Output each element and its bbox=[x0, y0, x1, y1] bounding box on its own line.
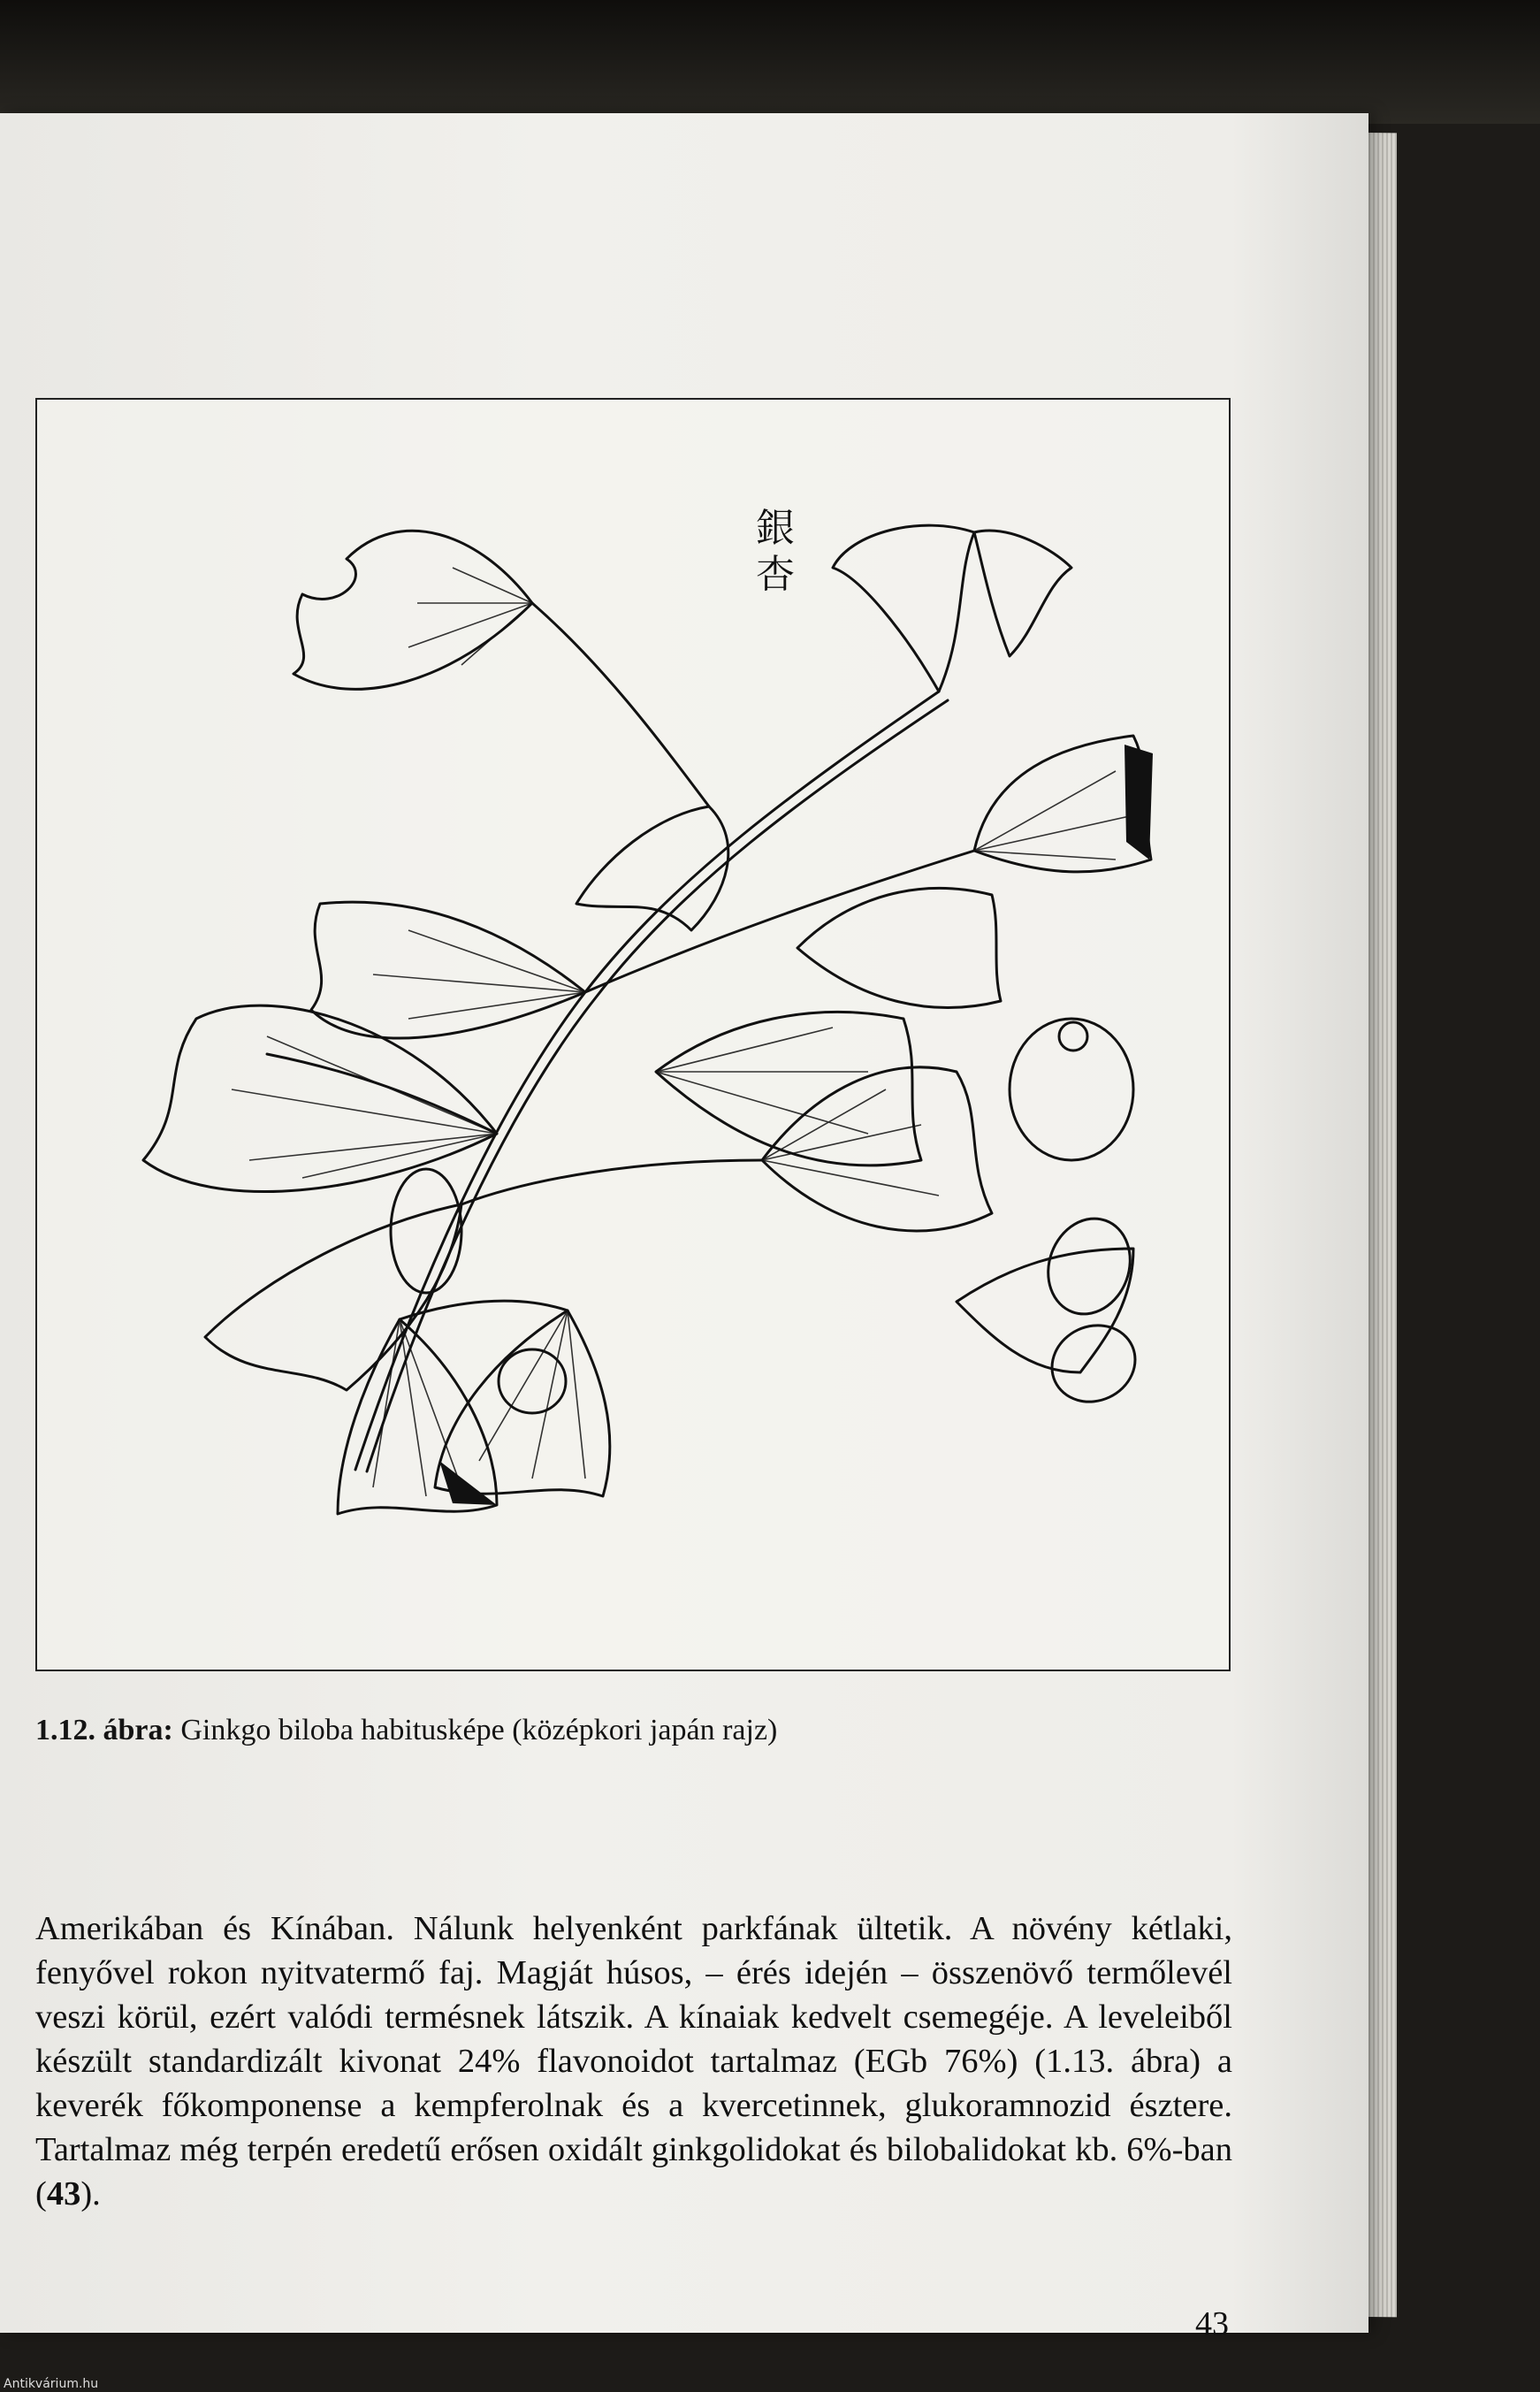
ginkgo-illustration bbox=[37, 400, 1232, 1673]
ginkgo-fruit-small bbox=[391, 1169, 461, 1293]
kanji-label: 銀杏 bbox=[756, 506, 795, 597]
ginkgo-seed bbox=[1040, 1312, 1148, 1416]
leaf bbox=[338, 1319, 497, 1514]
leaf bbox=[957, 1249, 1133, 1372]
leaf bbox=[762, 1067, 992, 1231]
figure-frame bbox=[35, 398, 1231, 1671]
paragraph-end: ). bbox=[80, 2175, 101, 2212]
watermark: Antikvárium.hu bbox=[4, 2377, 99, 2391]
branch-lower bbox=[461, 1160, 762, 1204]
caption-text: Ginkgo biloba habitusképe (középkori japán rajz) bbox=[172, 1714, 778, 1746]
background-top bbox=[0, 0, 1540, 124]
leaf bbox=[974, 531, 1071, 656]
leaf bbox=[294, 531, 532, 689]
leaf bbox=[576, 806, 728, 930]
figure-caption bbox=[35, 1714, 1273, 1747]
branch-right bbox=[585, 851, 974, 992]
leaf bbox=[311, 902, 585, 1038]
page-number: 43 bbox=[1195, 2305, 1229, 2342]
ginkgo-fruit-spot bbox=[1059, 1022, 1087, 1051]
reference-number: 43 bbox=[46, 2175, 81, 2212]
leaf bbox=[797, 889, 1001, 1008]
leaf bbox=[205, 1204, 461, 1390]
leaf bbox=[656, 1013, 921, 1165]
ginkgo-fruit bbox=[1010, 1019, 1133, 1160]
main-stem bbox=[355, 692, 939, 1470]
leaf bbox=[974, 736, 1151, 872]
ginkgo-seed bbox=[1035, 1207, 1143, 1326]
caption-label: 1.12. ábra: bbox=[35, 1714, 173, 1746]
body-paragraph bbox=[35, 1907, 1232, 2216]
leaf bbox=[833, 525, 974, 692]
book-page bbox=[0, 113, 1368, 2342]
branch-upper bbox=[532, 603, 709, 806]
paragraph-text: Amerikában és Kínában. Nálunk helyenként parkfának ültetik. A növény kétlaki, fenyővel rokon nyitvatermő faj. Magját húsos, – érés idején – összenövő termőlevél veszi körül, ezért valódi termésnek látszik. A kínaiak kedvelt csemegéje. A leveleiből készült standardizált kivonat 24% flavonoidot tartalmaz (EGb 76%) (1.13. ábra) a keverék főkomponense a kempferolnak és a kvercetinnek, glukoramnozid észtere. Tartalmaz még terpén eredetű erősen oxidált ginkgolidokat és bilobalidokat kb. 6%-ban ( bbox=[35, 1910, 1232, 2212]
ginkgo-fruit-small bbox=[499, 1349, 566, 1413]
